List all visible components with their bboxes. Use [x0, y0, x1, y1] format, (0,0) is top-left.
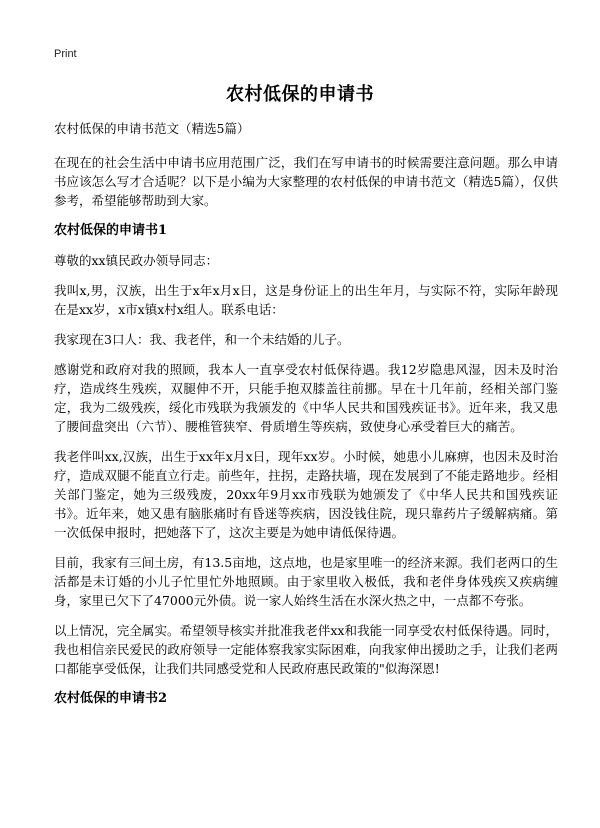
salutation: 尊敬的xx镇民政办领导同志： — [54, 253, 219, 268]
page-title: 农村低保的申请书 — [226, 84, 374, 105]
document-subtitle: 农村低保的申请书范文（精选5篇） — [54, 121, 250, 136]
body-paragraph: 感谢党和政府对我的照顾，我本人一直享受农村低保待遇。我12岁隐患风湿，因未及时治疗，造成终生残疾，双腿伸不开，只能手抱双膝盖往前挪。早在十几年前，经相关部门鉴定，我为二级残疾，绥化市残联为我颁发的《中华人民共和国残疾证书》。近年来，我又患了腰间盘突出（六节）、腰椎管狭窄、骨质增生等疾病，致使身心承受着巨大的痛苦。 — [54, 362, 558, 434]
body-paragraph: 以上情况，完全属实。希望领导核实并批准我老伴xx和我能一同享受农村低保待遇。同时，我也相信亲民爱民的政府领导一定能体察我家实际困难，向我家伸出援助之手，让我们老两口都能享受低保，让我们共同感受党和人民政府惠民政策的"似海深恩! — [54, 623, 558, 676]
body-paragraph: 我老伴叫xx,汉族，出生于xx年x月x日，现年xx岁。小时候，她患小儿麻痹，也因未及时治疗，造成双腿不能直立行走。前些年，拄拐，走路扶墙，现在发展到了不能走路地步。经相关部门鉴定，她为三级残废，20xx年9月xx市残联为她颁发了《中华人民共和国残疾证书》。近年来，她又患有脑胀痛时有昏迷等疾病，因没钱住院，现只靠药片子缓解病痛。第一次低保申报时，把她落下了，这次主要是为她申请低保待遇。 — [54, 449, 558, 540]
body-paragraph: 我家现在3口人：我、我老伴，和一个未结婚的儿子。 — [54, 332, 350, 347]
intro-paragraph: 在现在的社会生活中申请书应用范围广泛，我们在写申请书的时候需要注意问题。那么申请书应该怎么写才合适呢？以下是小编为大家整理的农村低保的申请书范文（精选5篇），仅供参考，希望能够帮助到大家。 — [54, 155, 558, 208]
section-heading-2: 农村低保的申请书2 — [54, 691, 168, 706]
body-paragraph: 目前，我家有三间土房，有13.5亩地，这点地，也是家里唯一的经济来源。我们老两口的生活都是未订婚的小儿子忙里忙外地照顾。由于家里收入极低，我和老伴身体残疾又疾病缠身，家里已欠下了47000元外债。说一家人始终生活在水深火热之中，一点都不夸张。 — [54, 555, 558, 608]
body-paragraph: 我叫x,男，汉族，出生于x年x月x日，这是身份证上的出生年月，与实际不符，实际年龄现在是xx岁，x市x镇x村x组人。联系电话： — [54, 283, 558, 317]
print-link[interactable]: Print — [54, 48, 77, 60]
section-heading-1: 农村低保的申请书1 — [54, 223, 168, 238]
document-body — [54, 119, 558, 719]
